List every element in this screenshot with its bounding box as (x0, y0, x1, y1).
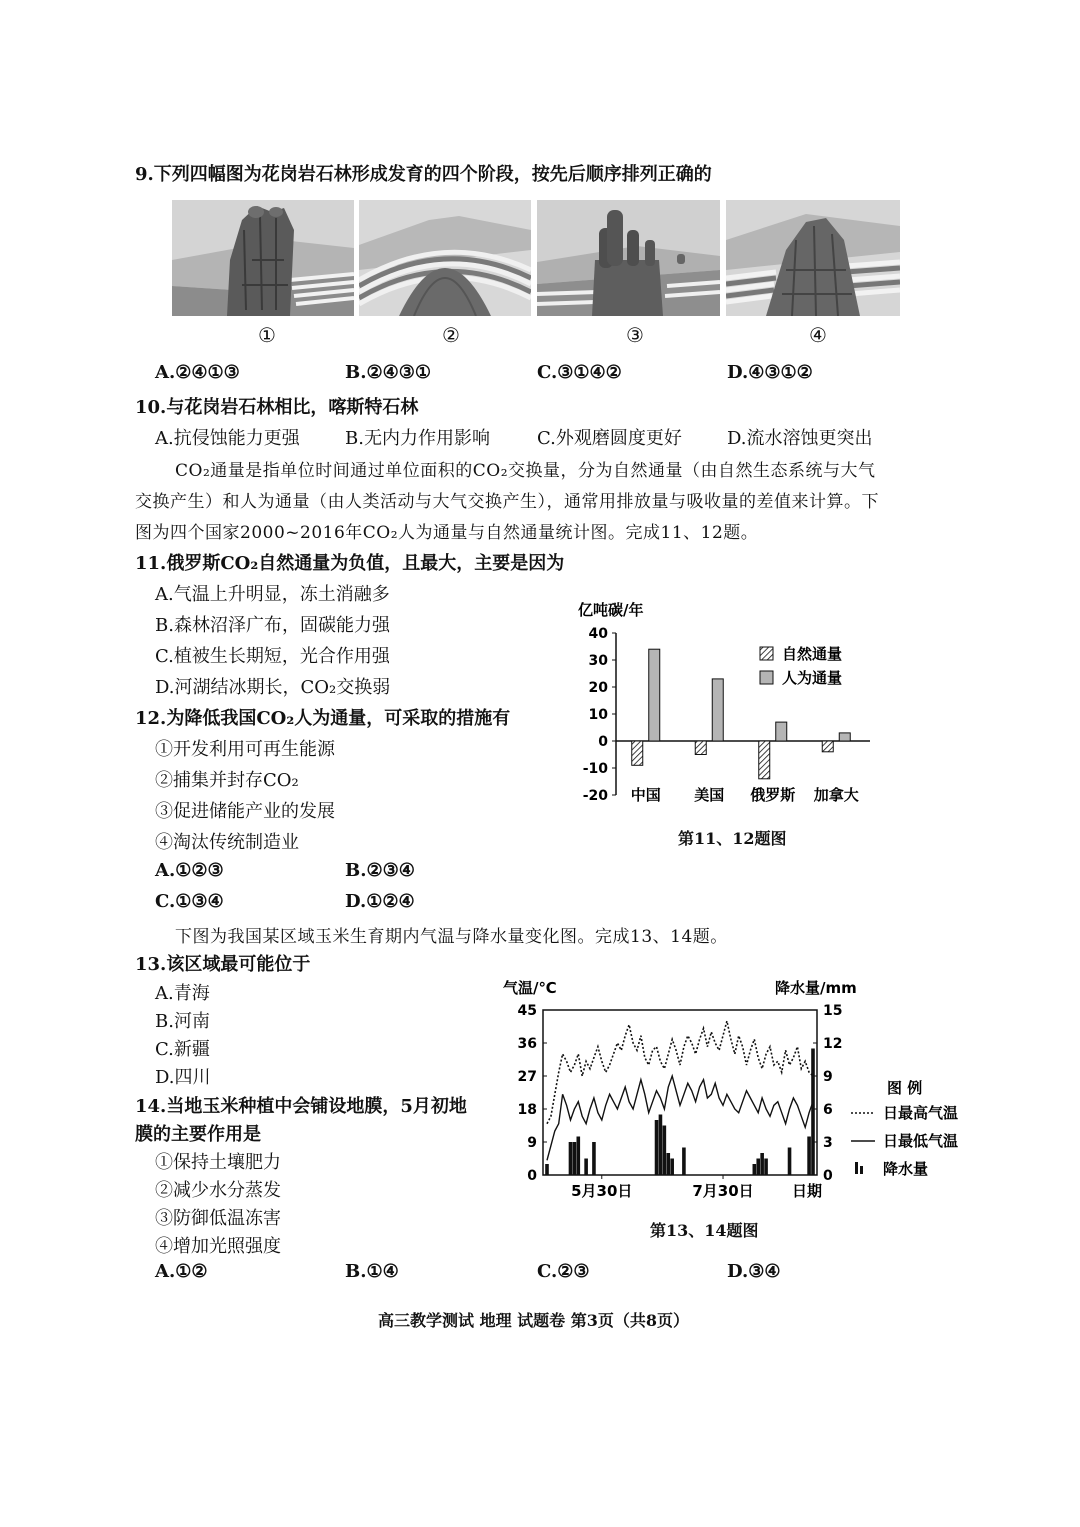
chart2-precip-bar (760, 1153, 764, 1175)
q14-option-a[interactable]: A.①② (155, 1261, 208, 1282)
q9-stem: 9.下列四幅图为花岗岩石林形成发育的四个阶段，按先后顺序排列正确的 (135, 164, 712, 185)
chart1-ytick-label: 20 (588, 680, 608, 696)
chart1-ylabel: 亿吨碳/年 (578, 601, 644, 619)
q11-option-d[interactable]: D.河湖结冰期长，CO₂交换弱 (155, 677, 391, 698)
stage-3-image (537, 200, 720, 316)
q14-item-2: ②减少水分蒸发 (155, 1180, 281, 1201)
chart1-bar-加拿大-人为通量 (839, 733, 850, 741)
stage-4-image (726, 200, 900, 316)
q14-item-4: ④增加光照强度 (155, 1236, 281, 1257)
chart2-precip-bar (573, 1142, 577, 1175)
chart1-bar-俄罗斯-自然通量 (759, 741, 770, 779)
chart2-ylabel-left: 气温/℃ (503, 979, 557, 997)
q9-option-a[interactable]: A.②④①③ (155, 362, 240, 383)
chart2-ytick-left-label: 36 (517, 1036, 537, 1052)
chart1-category-label: 俄罗斯 (750, 786, 796, 804)
chart2-precip-bar (659, 1115, 663, 1176)
chart2-ytick-right-label: 12 (823, 1036, 843, 1052)
chart1-legend-swatch (760, 647, 773, 660)
chart2-precip-bar (807, 1137, 811, 1176)
q13-stem: 13.该区域最可能位于 (135, 954, 311, 975)
intro-11-12-line-1: CO₂通量是指单位时间通过单位面积的CO₂交换量，分为自然通量（由自然生态系统与大气 (175, 461, 876, 481)
stage-2-label: ② (442, 323, 460, 347)
chart1-category-label: 中国 (630, 786, 661, 804)
q14-option-b[interactable]: B.①④ (345, 1261, 399, 1282)
chart2-ytick-right-label: 6 (823, 1102, 833, 1118)
chart2-precip-bar (655, 1120, 659, 1175)
chart1-ytick-label: 40 (588, 626, 608, 642)
chart2-ytick-left-label: 27 (517, 1069, 537, 1085)
stage-2-image (359, 200, 531, 316)
chart2-plot-frame (543, 1010, 817, 1175)
q13-option-d[interactable]: D.四川 (155, 1067, 211, 1088)
chart1-category-label: 美国 (694, 786, 725, 804)
q12-option-a[interactable]: A.①②③ (155, 860, 224, 881)
q12-item-1: ①开发利用可再生能源 (155, 739, 335, 760)
page-footer: 高三教学测试 地理 试题卷 第3页（共8页） (378, 1311, 689, 1330)
chart2-precip-bar (576, 1137, 580, 1176)
q14-stem-line-1: 14.当地玉米种植中会铺设地膜，5月初地 (135, 1096, 467, 1117)
chart2-caption: 第13、14题图 (650, 1221, 759, 1240)
climate-chart (495, 975, 975, 1215)
q11-option-b[interactable]: B.森林沼泽广布，固碳能力强 (155, 615, 390, 636)
q12-item-3: ③促进储能产业的发展 (155, 801, 335, 822)
q9-option-d[interactable]: D.④③①② (727, 362, 813, 383)
chart2-precip-bar (811, 1049, 815, 1176)
chart2-precip-bar (788, 1148, 792, 1176)
intro-11-12-line-2: 交换产生）和人为通量（由人类活动与大气交换产生），通常用排放量与吸收量的差值来计算。下 (135, 492, 879, 512)
q12-stem: 12.为降低我国CO₂人为通量，可采取的措施有 (135, 708, 511, 729)
q9-option-c[interactable]: C.③①④② (537, 362, 622, 383)
chart2-legend-precip-swatch (855, 1162, 858, 1174)
chart1-bar-中国-人为通量 (649, 649, 660, 741)
q10-option-a[interactable]: A.抗侵蚀能力更强 (155, 428, 300, 449)
q12-option-b[interactable]: B.②③④ (345, 860, 415, 881)
chart1-bar-加拿大-自然通量 (822, 741, 833, 752)
chart2-ylabel-right: 降水量/mm (775, 979, 857, 997)
chart1-bar-中国-自然通量 (632, 741, 643, 765)
chart2-precip-bar (670, 1159, 674, 1176)
chart2-ytick-left-label: 18 (517, 1102, 537, 1118)
intro-13-14: 下图为我国某区域玉米生育期内气温与降水量变化图。完成13、14题。 (175, 927, 728, 947)
co2-flux-chart (560, 595, 900, 855)
chart2-ytick-left-label: 0 (527, 1168, 537, 1184)
q12-option-c[interactable]: C.①③④ (155, 891, 224, 912)
q13-option-b[interactable]: B.河南 (155, 1011, 210, 1032)
q10-option-c[interactable]: C.外观磨圆度更好 (537, 428, 682, 449)
q12-item-4: ④淘汰传统制造业 (155, 832, 299, 853)
chart1-ytick-label: 10 (588, 707, 608, 723)
chart2-legend-label: 日最低气温 (883, 1132, 959, 1150)
chart1-ytick-label: -20 (582, 788, 608, 804)
chart2-ytick-right-label: 15 (823, 1003, 843, 1019)
chart2-precip-bar (764, 1159, 768, 1176)
q10-stem: 10.与花岗岩石林相比，喀斯特石林 (135, 397, 419, 418)
chart1-bar-美国-自然通量 (695, 741, 706, 755)
chart2-xtick-label: 5月30日 (571, 1182, 633, 1200)
q9-option-b[interactable]: B.②④③① (345, 362, 432, 383)
chart2-xlabel: 日期 (791, 1182, 823, 1200)
chart1-bar-俄罗斯-人为通量 (776, 722, 787, 741)
chart2-precip-bar (663, 1126, 667, 1176)
chart2-precip-bar (666, 1153, 670, 1175)
stage-3-label: ③ (626, 323, 644, 347)
chart2-precip-bar (584, 1159, 588, 1176)
q14-stem-line-2: 膜的主要作用是 (135, 1124, 261, 1145)
stage-4-label: ④ (809, 323, 827, 347)
q11-option-c[interactable]: C.植被生长期短，光合作用强 (155, 646, 390, 667)
chart1-ytick-label: -10 (582, 761, 608, 777)
chart1-ytick-label: 30 (588, 653, 608, 669)
q11-stem: 11.俄罗斯CO₂自然通量为负值，且最大，主要是因为 (135, 553, 565, 574)
chart2-precip-bar (753, 1164, 757, 1175)
chart2-precip-bar (682, 1148, 686, 1176)
q13-option-c[interactable]: C.新疆 (155, 1039, 210, 1060)
chart2-precip-bar (756, 1159, 760, 1176)
chart2-ytick-left-label: 9 (527, 1135, 537, 1151)
chart2-xtick-label: 7月30日 (692, 1182, 754, 1200)
q14-option-d[interactable]: D.③④ (727, 1261, 781, 1282)
chart2-legend-label: 日最高气温 (883, 1104, 959, 1122)
chart1-caption: 第11、12题图 (678, 829, 787, 848)
chart1-legend-swatch (760, 671, 773, 684)
q14-item-3: ③防御低温冻害 (155, 1208, 281, 1229)
chart2-legend-label: 降水量 (883, 1160, 929, 1178)
intro-11-12-line-3: 图为四个国家2000~2016年CO₂人为通量与自然通量统计图。完成11、12题。 (135, 523, 759, 543)
q11-option-a[interactable]: A.气温上升明显，冻土消融多 (155, 584, 390, 605)
chart2-precip-bar (569, 1142, 573, 1175)
chart2-ytick-right-label: 0 (823, 1168, 833, 1184)
chart1-bar-美国-人为通量 (712, 679, 723, 741)
chart2-legend-title: 图 例 (887, 1079, 923, 1097)
chart2-ytick-right-label: 9 (823, 1069, 833, 1085)
chart2-min-temp-line (547, 1076, 813, 1160)
q14-option-c[interactable]: C.②③ (537, 1261, 590, 1282)
chart1-legend-label: 自然通量 (782, 645, 843, 663)
q14-item-1: ①保持土壤肥力 (155, 1152, 281, 1173)
chart1-ytick-label: 0 (598, 734, 608, 750)
chart1-legend-label: 人为通量 (782, 669, 843, 687)
stage-1-label: ① (258, 323, 276, 347)
stage-1-image (172, 200, 354, 316)
chart2-legend-precip-swatch (860, 1166, 863, 1174)
chart2-precip-bar (592, 1142, 596, 1175)
chart2-ytick-right-label: 3 (823, 1135, 833, 1151)
q10-option-d[interactable]: D.流水溶蚀更突出 (727, 428, 873, 449)
q10-option-b[interactable]: B.无内力作用影响 (345, 428, 490, 449)
q13-option-a[interactable]: A.青海 (155, 983, 210, 1004)
q12-item-2: ②捕集并封存CO₂ (155, 770, 299, 791)
chart1-category-label: 加拿大 (813, 786, 859, 804)
chart2-precip-bar (545, 1164, 549, 1175)
q12-option-d[interactable]: D.①②④ (345, 891, 415, 912)
chart2-ytick-left-label: 45 (517, 1003, 537, 1019)
